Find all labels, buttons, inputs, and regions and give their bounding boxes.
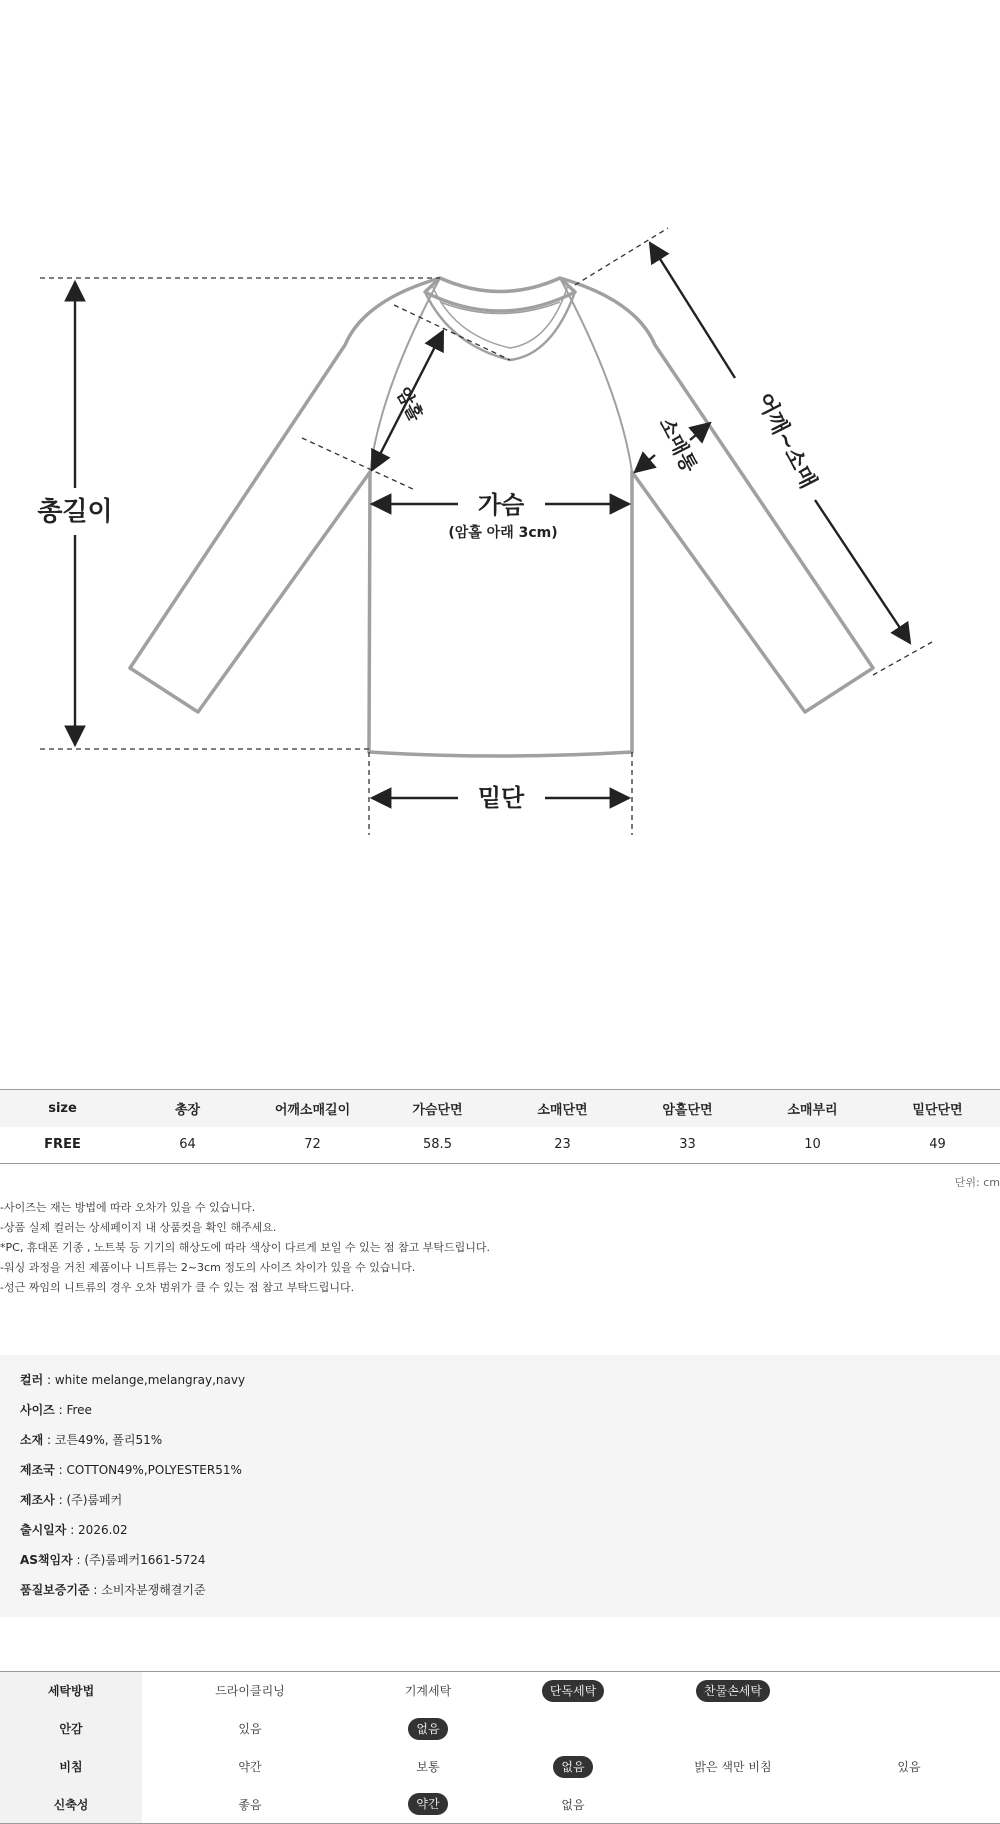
header-armhole: 암홀단면	[662, 1102, 713, 1118]
header-shoulder-sleeve: 어깨소매길이	[274, 1102, 351, 1118]
cell-cuff: 10	[804, 1137, 821, 1153]
care-option: 있음	[897, 1760, 921, 1774]
info-label: 품질보증기준	[20, 1583, 90, 1597]
care-row-sheer	[0, 1748, 1000, 1786]
care-row-stretch	[0, 1786, 1000, 1824]
cell-shoulder-sleeve: 72	[304, 1137, 321, 1153]
label-chest: 가슴	[477, 491, 525, 519]
care-label-lining: 안감	[0, 1710, 142, 1748]
info-label: 컬러	[20, 1373, 44, 1387]
info-label: 사이즈	[20, 1403, 55, 1417]
cell-size: FREE	[44, 1137, 81, 1153]
header-cuff: 소매부리	[787, 1102, 838, 1118]
note-item: -성근 짜임의 니트류의 경우 오차 범위가 클 수 있는 점 참고 부탁드립니다.	[0, 1281, 355, 1294]
info-row-manufacturer	[20, 1485, 980, 1515]
info-value: : Free	[54, 1403, 92, 1417]
care-row-wash	[0, 1672, 1000, 1710]
note-item: *PC, 휴대폰 기종 , 노트북 등 기기의 해상도에 따라 색상이 다르게 보일 수 있는 점 참고 부탁드립니다.	[0, 1241, 491, 1254]
info-label: 제조사	[20, 1493, 55, 1507]
info-value: : 코튼49%, 폴리51%	[43, 1433, 163, 1447]
care-table	[0, 1671, 1000, 1824]
label-hem: 밑단	[477, 784, 525, 812]
info-row-release-date	[20, 1515, 980, 1545]
info-row-quality-standard	[20, 1575, 980, 1605]
care-option: 있음	[238, 1722, 262, 1736]
care-option-selected: 없음	[408, 1718, 447, 1740]
label-sleeve-width: 소매통	[654, 413, 703, 477]
care-option-selected: 없음	[553, 1756, 592, 1778]
note-item: -워싱 과정을 거친 제품이나 니트류는 2~3cm 정도의 사이즈 차이가 있을 수 있습니다.	[0, 1261, 416, 1274]
table-row	[0, 1127, 1000, 1164]
size-notes	[0, 1198, 1000, 1298]
header-size: size	[48, 1100, 77, 1116]
measurement-arrows	[75, 243, 910, 798]
care-option: 드라이클리닝	[215, 1684, 285, 1699]
info-value: : 소비자분쟁해결기준	[89, 1583, 206, 1597]
info-row-color	[20, 1365, 980, 1395]
note-item: -상품 실제 컬러는 상세페이지 내 상품컷을 확인 해주세요.	[0, 1221, 277, 1234]
info-label: 제조국	[20, 1463, 55, 1477]
care-option-selected: 찬물손세탁	[696, 1680, 770, 1702]
note-item: -사이즈는 재는 방법에 따라 오차가 있을 수 있습니다.	[0, 1201, 256, 1214]
care-option: 밝은 색만 비침	[694, 1759, 772, 1774]
care-label-sheer: 비침	[0, 1748, 142, 1786]
header-chest: 가슴단면	[412, 1102, 463, 1118]
size-table-header	[0, 1090, 1000, 1127]
unit-label: 단위: cm	[954, 1176, 1000, 1189]
product-info-panel	[0, 1355, 1000, 1617]
label-armhole: 암홀	[391, 384, 427, 425]
info-value: : white melange,melangray,navy	[43, 1373, 246, 1387]
care-row-lining	[0, 1710, 1000, 1748]
care-option-selected: 단독세탁	[542, 1680, 604, 1702]
info-row-country	[20, 1455, 980, 1485]
info-label: 출시일자	[20, 1523, 67, 1537]
info-label: 소재	[20, 1433, 44, 1447]
info-row-size	[20, 1395, 980, 1425]
cell-armhole: 33	[679, 1137, 696, 1153]
cell-sleeve-width: 23	[554, 1137, 571, 1153]
cell-total-length: 64	[179, 1137, 196, 1153]
care-option: 약간	[238, 1760, 262, 1774]
care-option: 없음	[561, 1797, 585, 1812]
size-table	[0, 1089, 1000, 1164]
label-chest-note: (암홀 아래 3cm)	[448, 525, 558, 541]
info-value: : (주)룸페커	[54, 1493, 123, 1507]
info-value: : (주)룸페커1661-5724	[72, 1553, 206, 1567]
care-option-selected: 약간	[408, 1793, 447, 1815]
care-label-wash: 세탁방법	[0, 1672, 142, 1710]
label-total-length: 총길이	[37, 497, 113, 527]
info-value: : COTTON49%,POLYESTER51%	[54, 1463, 242, 1477]
info-label: AS책임자	[20, 1553, 73, 1567]
label-shoulder-sleeve: 어깨~소매	[751, 389, 821, 493]
care-option: 좋음	[238, 1797, 262, 1812]
care-label-stretch: 신축성	[0, 1786, 142, 1824]
care-option: 보통	[416, 1760, 440, 1774]
care-option: 기계세탁	[404, 1684, 452, 1699]
info-row-as-contact	[20, 1545, 980, 1575]
header-total-length: 총장	[174, 1102, 201, 1118]
header-sleeve-width: 소매단면	[537, 1102, 588, 1118]
cell-chest: 58.5	[423, 1137, 452, 1153]
header-hem: 밑단단면	[912, 1102, 963, 1118]
info-row-material	[20, 1425, 980, 1455]
cell-hem: 49	[929, 1137, 946, 1153]
info-value: : 2026.02	[66, 1523, 128, 1537]
